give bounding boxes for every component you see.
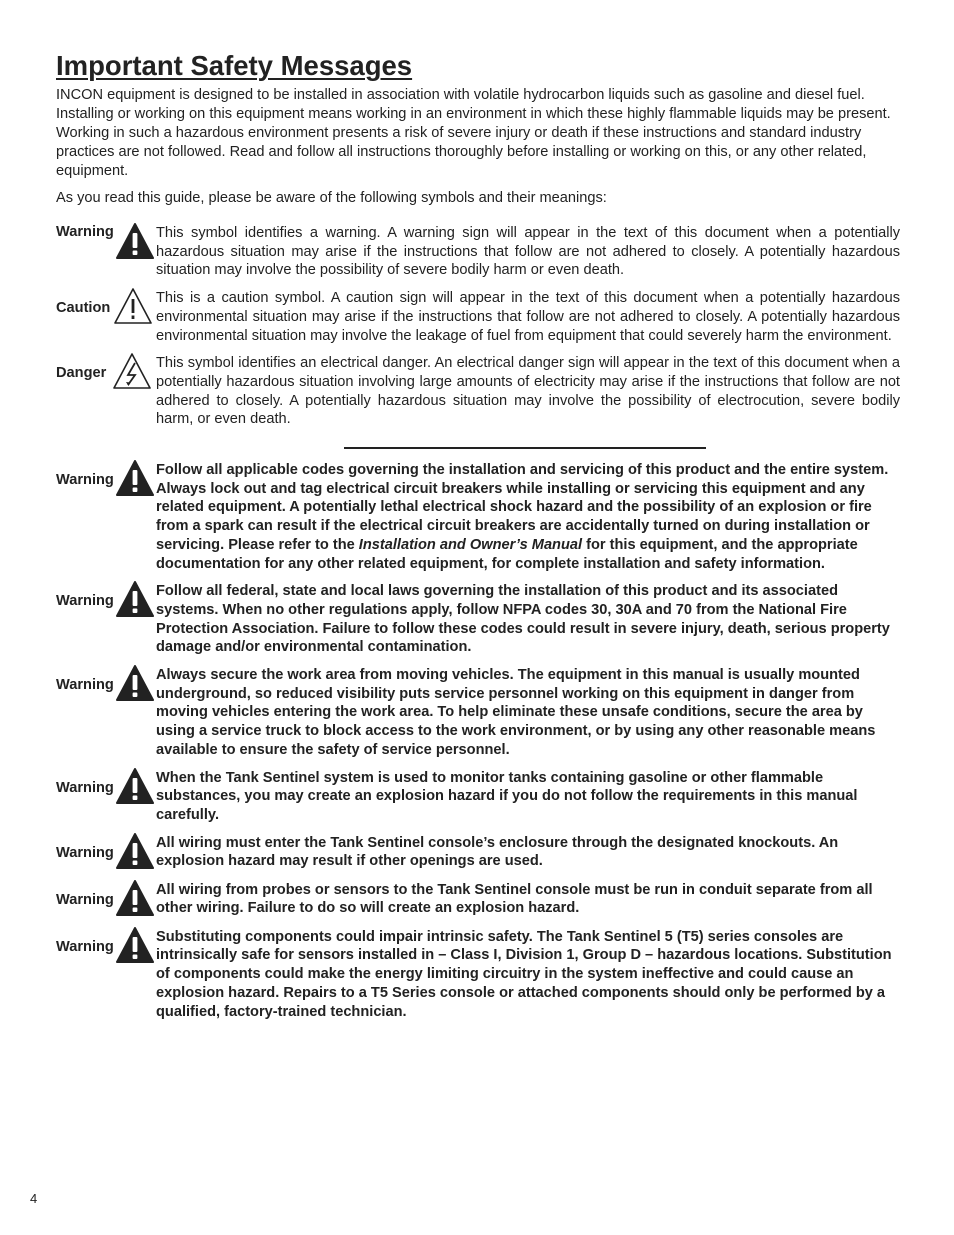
warning-text xyxy=(156,834,900,871)
warning-text-part: All wiring from probes or sensors to the Tank Sentinel console must be run in conduit separate from all other wiring. Failure to do so will create an explosion hazard. xyxy=(156,881,873,917)
warning-label: Warning xyxy=(56,677,114,694)
symbol-row-danger xyxy=(56,354,900,429)
warning-text xyxy=(156,666,900,760)
symbol-description: This symbol identifies an electrical danger. An electrical danger sign will appear in the text of this document when a potentially hazardous situation involving large amounts of electricity may arise if the instructions that follow are not adhered to closely. A potentially hazardous situation may involve the possibility of electrocution, severe bodily harm, or even death. xyxy=(156,355,900,428)
warning-icon xyxy=(115,580,155,618)
warning-label: Warning xyxy=(56,593,114,610)
symbol-description: This symbol identifies a warning. A warning sign will appear in the text of this document when a potentially hazardous situation may arise if the instructions that follow are not adhered to closely. A potentially hazardous situation may involve the possibility of severe bodily harm or even death. xyxy=(156,225,900,279)
page-number: 4 xyxy=(30,1191,38,1206)
warning-text xyxy=(156,769,900,825)
warning-text xyxy=(156,928,900,1022)
symbol-row-caution xyxy=(56,289,900,345)
warnings-list xyxy=(56,461,900,1021)
page-title: Important Safety Messages xyxy=(56,50,413,81)
symbol-label: Warning xyxy=(56,224,114,240)
warning-text-part: Follow all applicable codes governing the installation and servicing of this product and the entire system. Always lock out and tag electrical circuit breakers while installing or servicing this equipment and any related equipment. A potentially lethal electrical shock hazard and the possibility of an explosion or fire from a spark can result if the electrical circuit breakers are accidentally turned on during installation or servicing. Please refer to the xyxy=(156,462,889,553)
warning-icon xyxy=(115,926,155,964)
warning-block xyxy=(56,582,900,657)
caution-icon xyxy=(113,287,153,325)
warning-label: Warning xyxy=(56,891,114,908)
symbols-intro-text: As you read this guide, please be aware of the following symbols and their meanings: xyxy=(56,190,607,206)
page-content xyxy=(56,48,900,1030)
warning-icon xyxy=(115,222,155,260)
warning-text-part: for this equipment, and the appropriate documentation for any other related equipment, for complete installation and safety information. xyxy=(156,536,858,572)
warning-icon xyxy=(115,879,155,917)
symbol-description: This is a caution symbol. A caution sign will appear in the text of this document when a potentially hazardous environmental situation may arise if the instructions that follow are not adhered to closely. A potentially hazardous environmental situation may involve the leakage of fuel from equipment that could severely harm the environment. xyxy=(156,290,900,344)
warning-label: Warning xyxy=(56,844,114,861)
section-divider xyxy=(344,447,706,449)
symbol-legend xyxy=(56,224,900,429)
electrical-danger-icon xyxy=(112,352,152,390)
warning-icon xyxy=(115,664,155,702)
warning-block xyxy=(56,666,900,760)
warning-text-part: When the Tank Sentinel system is used to monitor tanks containing gasoline or other flammable substances, you may create an explosion hazard if you do not follow the requirements in this manual carefully. xyxy=(156,769,858,823)
warning-text-part: Follow all federal, state and local laws governing the installation of this product and its associated systems. When no other regulations apply, follow NFPA codes 30, 30A and 70 from the National Fire Protection Association. Failure to follow these codes could result in severe injury, death, serious property damage and/or environmental contamination. xyxy=(156,583,890,656)
warning-text-part: Always secure the work area from moving vehicles. The equipment in this manual is usually mounted underground, so reduced visibility puts service personnel working on this equipment in danger from moving vehicles entering the work area. To help eliminate these unsafe conditions, secure the area by using a service truck to block access to the work environment, or by using any other reasonable means available to ensure the safety of service personnel. xyxy=(156,667,876,758)
warning-text-part: All wiring must enter the Tank Sentinel console’s enclosure through the designated knockouts. An explosion hazard may result if other openings are used. xyxy=(156,834,839,870)
warning-block xyxy=(56,461,900,573)
warning-text xyxy=(156,461,900,573)
symbol-label: Caution xyxy=(56,300,111,317)
warning-label: Warning xyxy=(56,472,114,489)
warning-text xyxy=(156,582,900,657)
warning-block xyxy=(56,928,900,1022)
manual-title: Installation and Owner’s Manual xyxy=(358,536,583,553)
warning-block xyxy=(56,834,900,872)
warning-text xyxy=(156,881,900,918)
warning-icon xyxy=(115,459,155,497)
warning-text-part: Substituting components could impair intrinsic safety. The Tank Sentinel 5 (T5) series consoles are intrinsically safe for sensors installed in – Class I, Division 1, Group D – hazardous locations. Substitution of components could make the energy limiting circuitry in the system ineffective and could cause an explosion hazard. Repairs to a T5 Series console or attached components should only be performed by a qualified, factory-trained technician. xyxy=(156,928,892,1020)
warning-block xyxy=(56,769,900,825)
warning-block xyxy=(56,881,900,919)
symbol-label: Danger xyxy=(56,365,107,382)
warning-label: Warning xyxy=(56,938,114,955)
warning-icon xyxy=(115,832,155,870)
warning-label: Warning xyxy=(56,779,114,796)
intro-paragraph: INCON equipment is designed to be installed in association with volatile hydrocarbon liquids such as gasoline and diesel fuel. Installing or working on this equipment means working in an environment in which these highly flammable liquids may be present. Working in such a hazardous environment presents a risk of severe injury or death if these instructions and standard industry practices are not followed. Read and follow all instructions thoroughly before installing or working on this, or any other related, equipment. xyxy=(56,87,891,179)
warning-icon xyxy=(115,767,155,805)
symbol-row-warning xyxy=(56,224,900,280)
